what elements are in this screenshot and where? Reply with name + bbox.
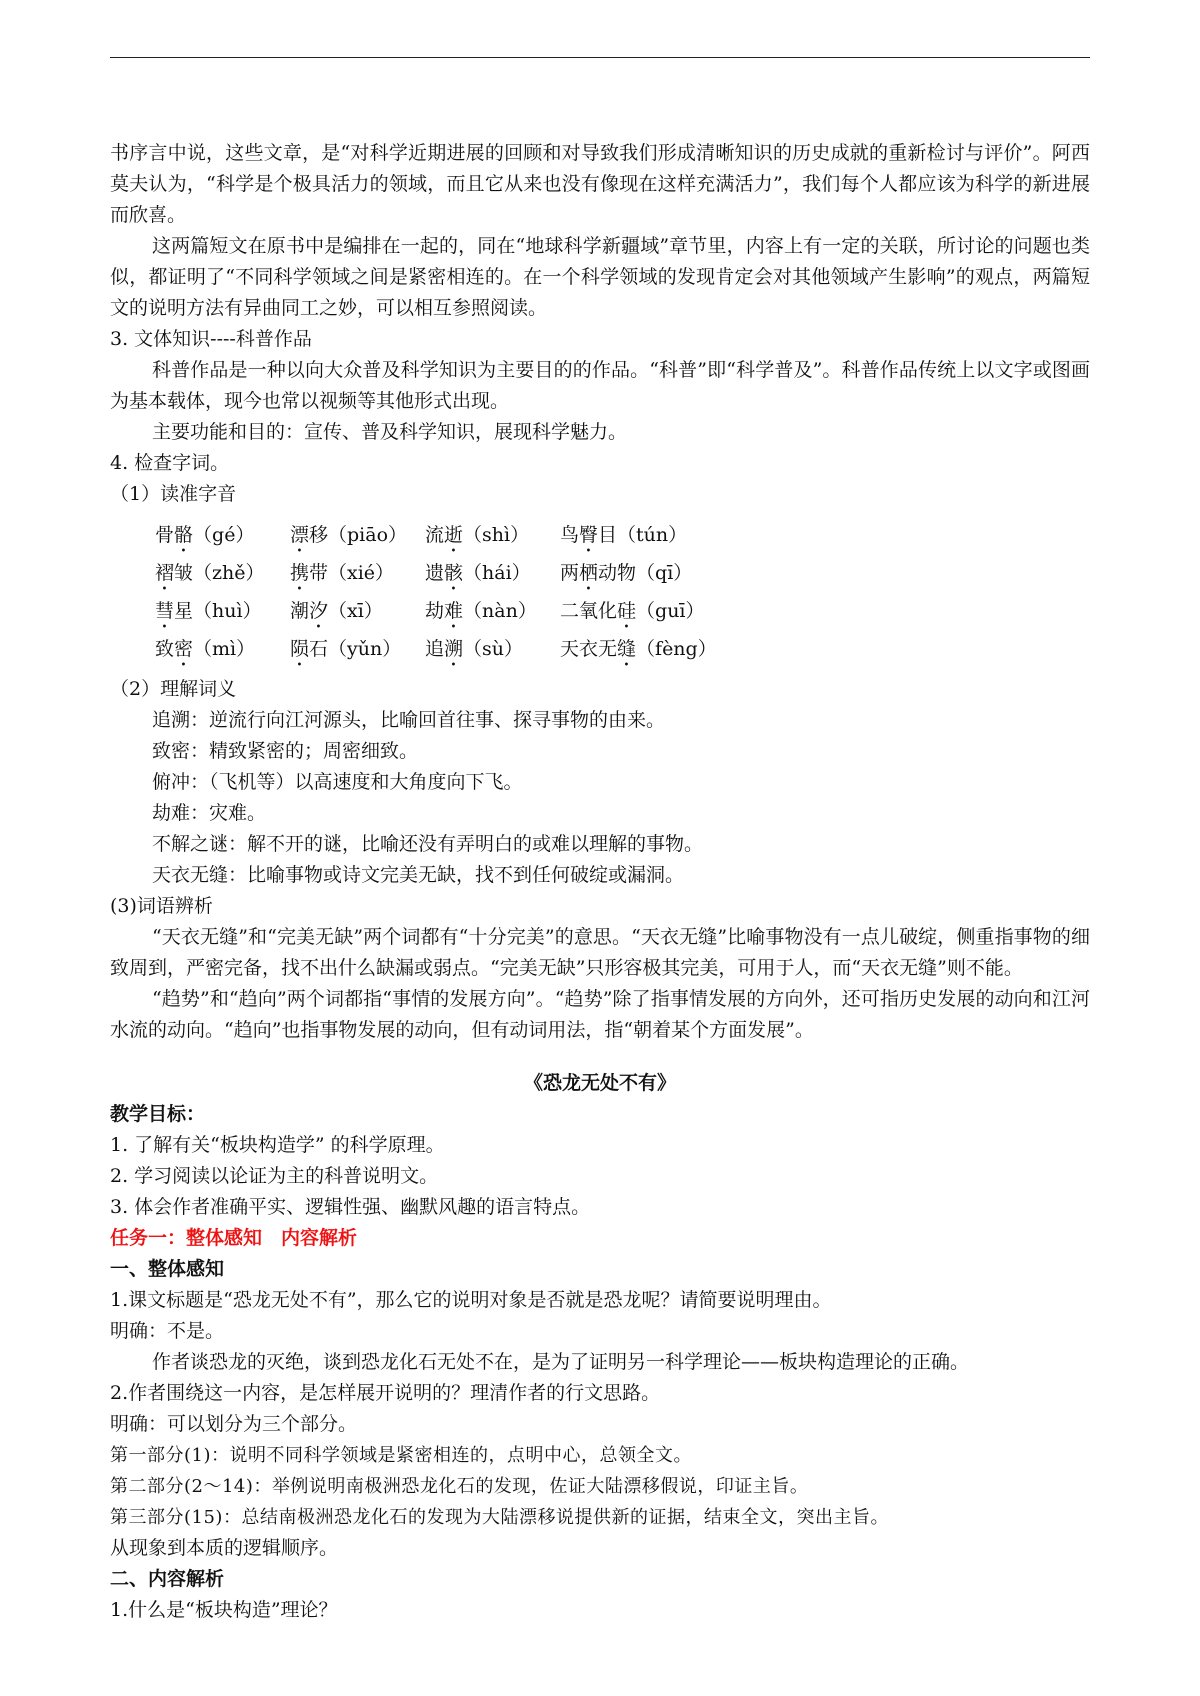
pronunciation-text: 骨 (155, 524, 175, 546)
question-3: 1.什么是“板块构造”理论？ (110, 1599, 338, 1621)
pronunciation-item (290, 592, 425, 630)
pronunciation-item (155, 516, 290, 554)
pronunciation-item (155, 554, 290, 592)
pronunciation-item (560, 592, 800, 630)
pronunciation-text: 皱（zhě） (174, 562, 265, 584)
pronunciation-item (290, 516, 425, 554)
pronunciation-text: 移（piāo） (309, 524, 408, 546)
pronunciation-text: （xī） (328, 600, 383, 622)
pronunciation-text: （fèng） (636, 638, 717, 660)
pronunciation-subheading: （1）读准字音 (110, 483, 237, 505)
pronunciation-text: 遗 (425, 562, 445, 584)
emphasized-character: 褶 (155, 562, 175, 584)
pronunciation-text: （shì） (463, 524, 530, 546)
word-analysis-paragraph-2: “趋势”和“趋向”两个词都指“事情的发展方向”。“趋势”除了指事情发展的方向外，还可指历史发展的动向和江河水流的动向。“趋向”也指事物发展的动向，但有动词用法，指“朝着某个方面发展”。 (110, 988, 1090, 1041)
pronunciation-item (560, 554, 800, 592)
emphasized-character: 臀 (579, 524, 599, 546)
emphasized-character: 漂 (290, 524, 310, 546)
teaching-goal: 3. 体会作者准确平实、逻辑性强、幽默风趣的语言特点。 (110, 1196, 591, 1218)
section4-heading: 4. 检查字词。 (110, 452, 230, 474)
pronunciation-text: （hái） (463, 562, 531, 584)
word-analysis-paragraph-1: “天衣无缝”和“完美无缺”两个词都有“十分完美”的意思。“天衣无缝”比喻事物没有一点儿破绽，侧重指事物的细致周到，严密完备，找不出什么缺漏或弱点。“完美无缺”只形容极其完美，可用于人，而“天衣无缝”则不能。 (110, 926, 1090, 979)
emphasized-character: 携 (290, 562, 310, 584)
vocab-item: 劫难：灾难。 (152, 802, 267, 824)
teaching-goal: 2. 学习阅读以论证为主的科普说明文。 (110, 1165, 439, 1187)
section3-heading: 3. 文体知识----科普作品 (110, 328, 312, 350)
pronunciation-item (425, 630, 560, 668)
overall-perception-heading: 一、整体感知 (110, 1258, 225, 1280)
emphasized-character: 骸 (444, 562, 464, 584)
pronunciation-item (425, 592, 560, 630)
teaching-goals-heading: 教学目标： (110, 1103, 206, 1125)
pronunciation-text: 劫 (425, 600, 445, 622)
pronunciation-text: （mì） (193, 638, 256, 660)
pronunciation-text: 流 (425, 524, 445, 546)
word-analysis-subheading: (3)词语辨析 (110, 895, 213, 917)
emphasized-character: 缝 (617, 638, 637, 660)
pronunciation-item (560, 630, 800, 668)
emphasized-character: 逝 (444, 524, 464, 546)
intro-paragraph-2: 这两篇短文在原书中是编排在一起的，同在“地球科学新疆域”章节里，内容上有一定的关联，所讨论的问题也类似，都证明了“不同科学领域之间是紧密相连的。在一个科学领域的发现肯定会对其他领域产生影响”的观点，两篇短文的说明方法有异曲同工之妙，可以相互参照阅读。 (110, 235, 1090, 319)
emphasized-character: 栖 (579, 562, 599, 584)
vocab-list (110, 705, 1090, 891)
vocab-item: 不解之谜：解不开的谜，比喻还没有弄明白的或难以理解的事物。 (152, 833, 704, 855)
pronunciation-text: 鸟 (560, 524, 580, 546)
question-1: 1.课文标题是“恐龙无处不有”，那么它的说明对象是否就是恐龙呢？请简要说明理由。 (110, 1289, 832, 1311)
answer-2: 明确：可以划分为三个部分。 (110, 1413, 358, 1435)
pronunciation-text: 目（tún） (598, 524, 688, 546)
pronunciation-text: 石（yǔn） (309, 638, 402, 660)
pronunciation-text: 潮 (290, 600, 310, 622)
pronunciation-grid (110, 516, 1090, 668)
pronunciation-item (290, 630, 425, 668)
pronunciation-item (155, 592, 290, 630)
answer-1-detail: 作者谈恐龙的灭绝，谈到恐龙化石无处不在，是为了证明另一科学理论——板块构造理论的正确。 (152, 1351, 970, 1373)
vocab-item: 天衣无缝：比喻事物或诗文完美无缺，找不到任何破绽或漏洞。 (152, 864, 685, 886)
task-one-heading: 任务一：整体感知 内容解析 (110, 1227, 358, 1249)
pronunciation-text: 追 (425, 638, 445, 660)
pronunciation-item (290, 554, 425, 592)
emphasized-character: 骼 (174, 524, 194, 546)
answer-1: 明确：不是。 (110, 1320, 225, 1342)
logical-order-note: 从现象到本质的逻辑顺序。 (110, 1537, 339, 1559)
question-2: 2.作者围绕这一内容，是怎样展开说明的？理清作者的行文思路。 (110, 1382, 661, 1404)
content-analysis-heading: 二、内容解析 (110, 1568, 225, 1590)
intro-paragraph-1: 书序言中说，这些文章，是“对科学近期进展的回顾和对导致我们形成清晰知识的历史成就的重新检讨与评价”。阿西莫夫认为，“科学是个极具活力的领域，而且它从来也没有像现在这样充满活力”，我们每个人都应该为科学的新进展而欣喜。 (110, 142, 1090, 226)
vocab-subheading: （2）理解词义 (110, 678, 237, 700)
emphasized-character: 硅 (617, 600, 637, 622)
section3-paragraph-1: 科普作品是一种以向大众普及科学知识为主要目的的作品。“科普”即“科学普及”。科普作品传统上以文字或图画为基本载体，现今也常以视频等其他形式出现。 (110, 359, 1090, 412)
emphasized-character: 难 (444, 600, 464, 622)
pronunciation-text: （sù） (463, 638, 524, 660)
pronunciation-text: （gé） (193, 524, 255, 546)
pronunciation-item (155, 630, 290, 668)
emphasized-character: 溯 (444, 638, 464, 660)
teaching-goal: 1. 了解有关“板块构造学” 的科学原理。 (110, 1134, 445, 1156)
vocab-item: 致密：精致紧密的；周密细致。 (152, 740, 419, 762)
pronunciation-text: （guī） (636, 600, 705, 622)
header-rule (110, 57, 1090, 58)
pronunciation-text: 动物（qī） (598, 562, 693, 584)
document-body (110, 138, 1090, 1626)
section3-paragraph-2: 主要功能和目的：宣传、普及科学知识，展现科学魅力。 (152, 421, 628, 443)
emphasized-character: 彗 (155, 600, 175, 622)
pronunciation-text: 两 (560, 562, 580, 584)
pronunciation-text: 天衣无 (560, 638, 618, 660)
pronunciation-text: 致 (155, 638, 175, 660)
pronunciation-item (425, 554, 560, 592)
pronunciation-item (425, 516, 560, 554)
pronunciation-text: 二氧化 (560, 600, 618, 622)
vocab-item: 俯冲：（飞机等）以高速度和大角度向下飞。 (152, 771, 523, 793)
lesson-title: 《恐龙无处不有》 (523, 1072, 676, 1094)
pronunciation-item (560, 516, 800, 554)
pronunciation-text: 带（xié） (309, 562, 395, 584)
structure-part: 第三部分(15)：总结南极洲恐龙化石的发现为大陆漂移说提供新的证据，结束全文，突出主旨。 (110, 1507, 889, 1528)
pronunciation-text: 星（huì） (174, 600, 262, 622)
vocab-item: 追溯：逆流行向江河源头，比喻回首往事、探寻事物的由来。 (152, 709, 666, 731)
emphasized-character: 汐 (309, 600, 329, 622)
emphasized-character: 密 (174, 638, 194, 660)
emphasized-character: 陨 (290, 638, 310, 660)
structure-part: 第二部分(2～14)：举例说明南极洲恐龙化石的发现，佐证大陆漂移假说，印证主旨。 (110, 1476, 809, 1497)
structure-part: 第一部分(1)：说明不同科学领域是紧密相连的，点明中心，总领全文。 (110, 1445, 692, 1466)
pronunciation-text: （nàn） (463, 600, 537, 622)
